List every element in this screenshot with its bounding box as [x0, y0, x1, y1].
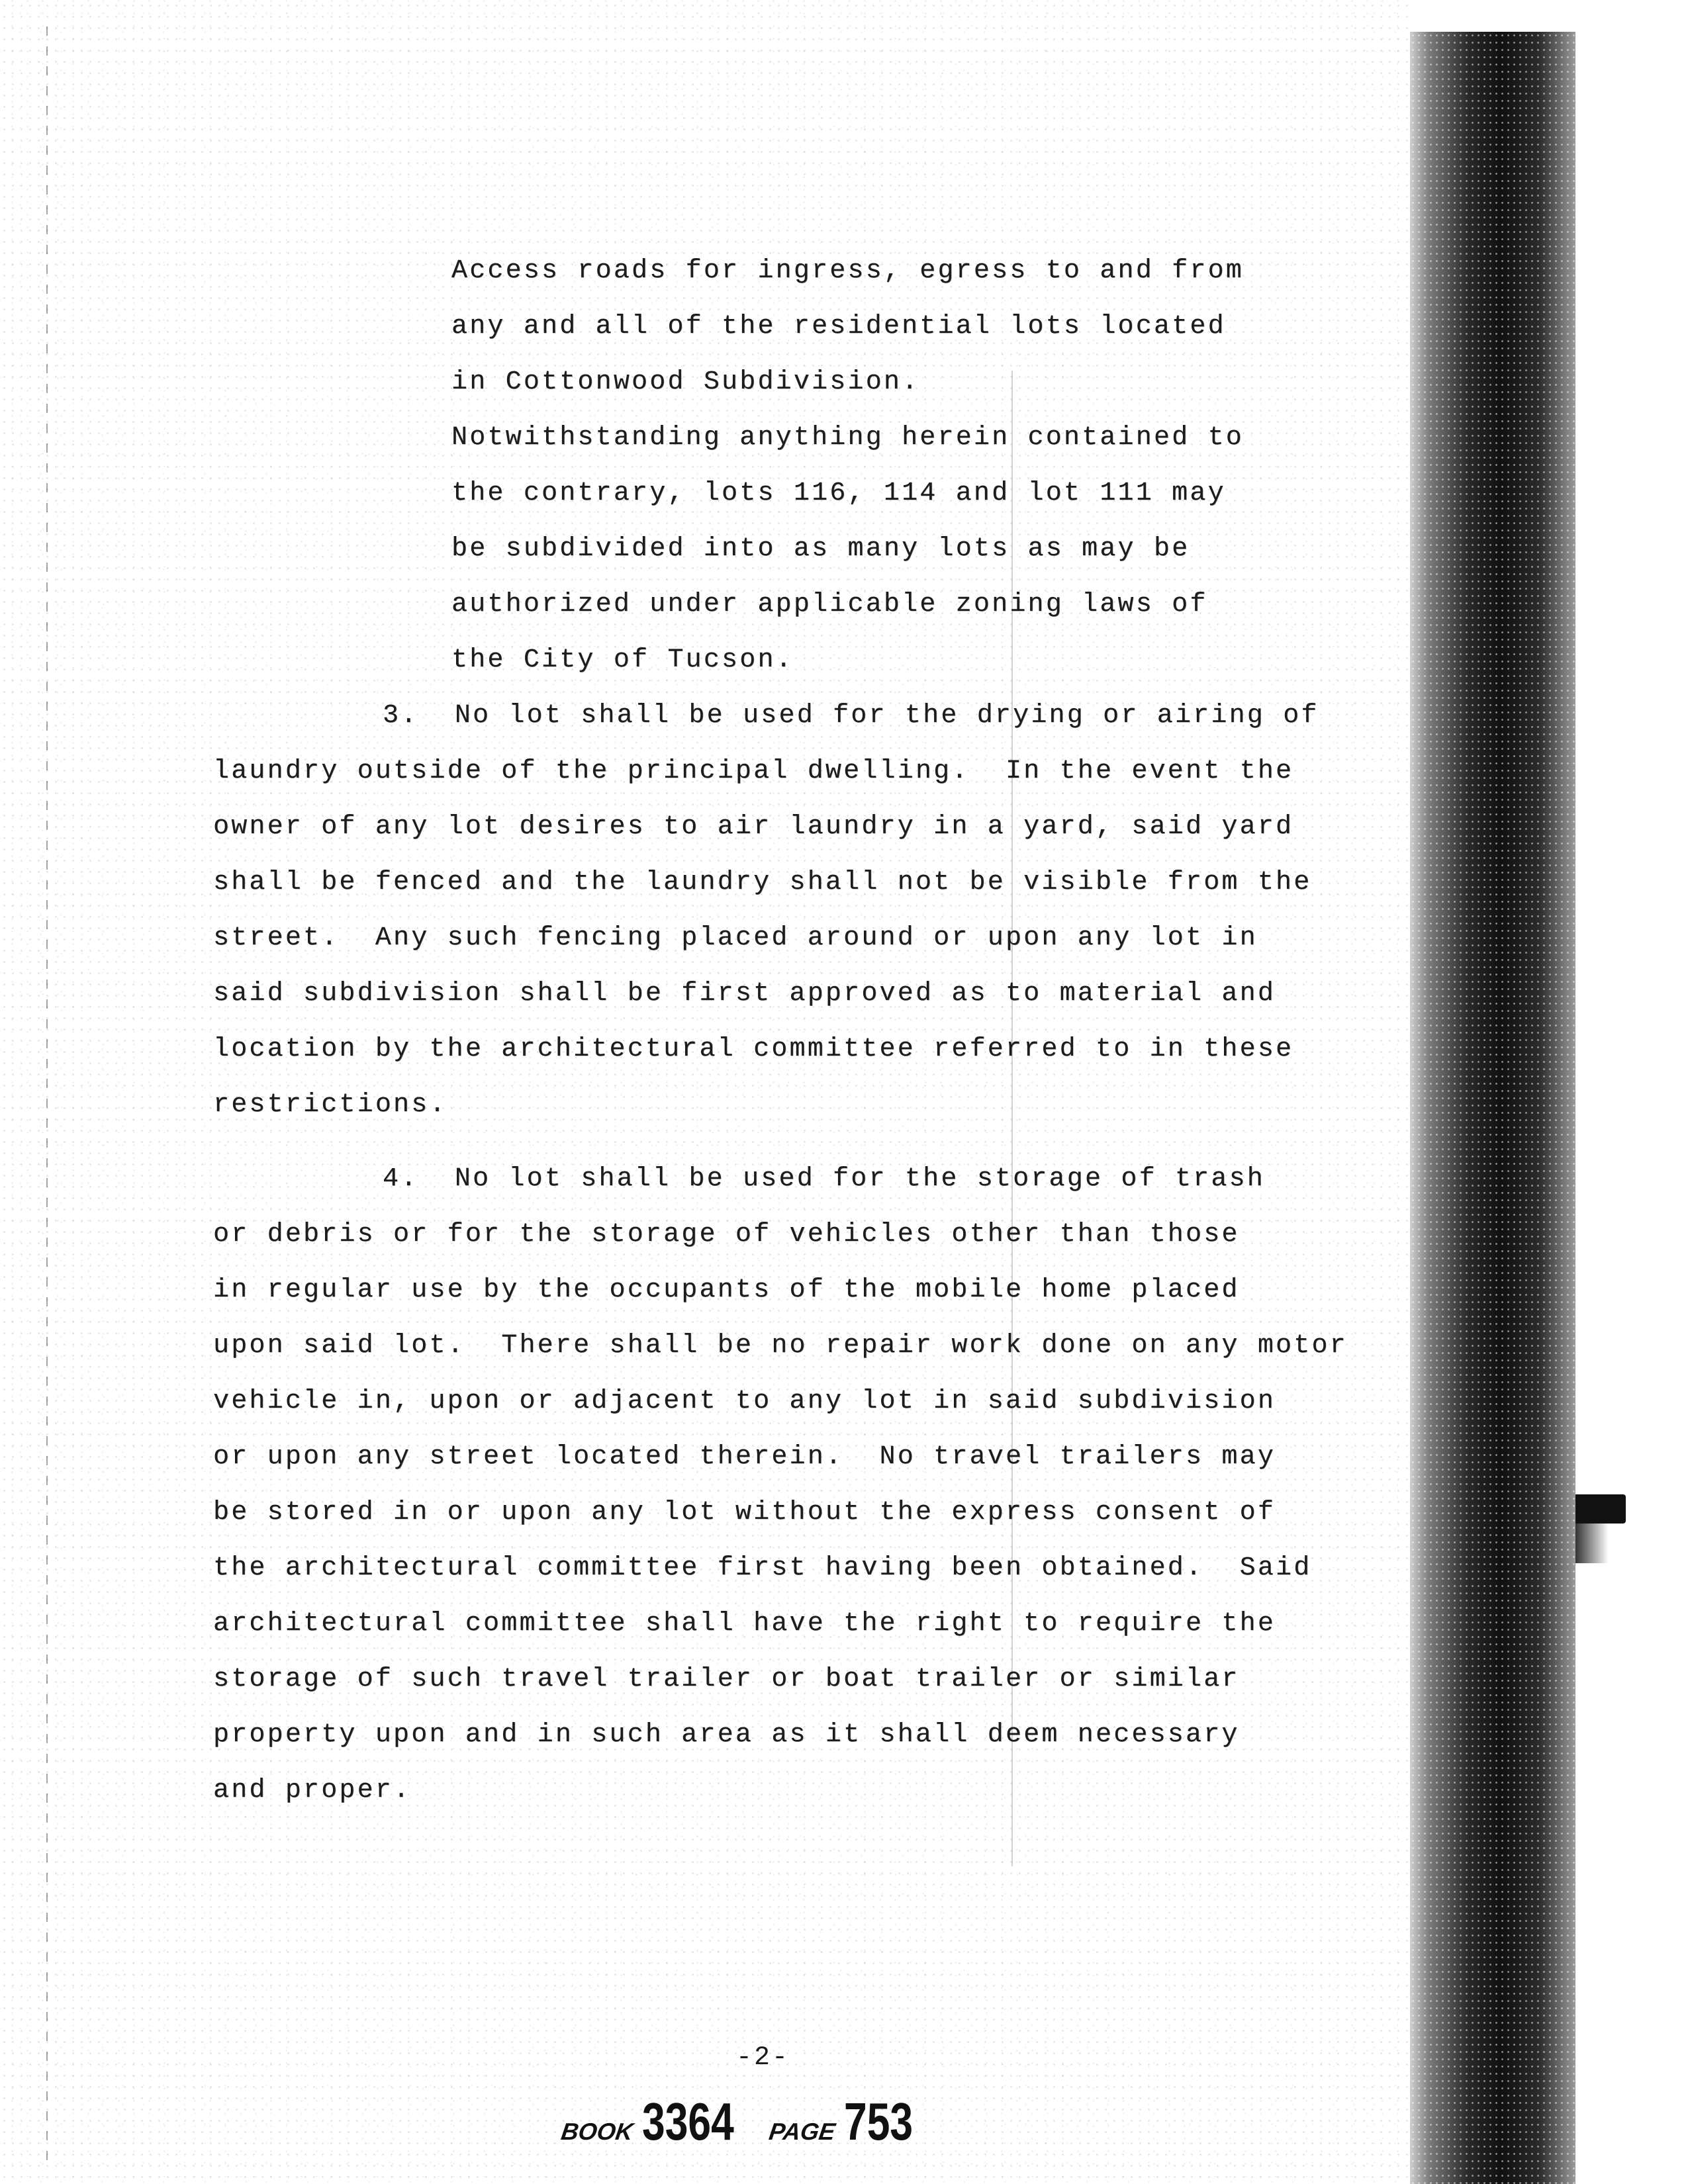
text-line: restrictions.: [213, 1090, 447, 1120]
binding-edge-strip: [1410, 32, 1575, 2184]
text-line: architectural committee shall have the right to require the: [213, 1609, 1276, 1639]
text-line: in Cottonwood Subdivision.: [451, 367, 920, 397]
text-line: be stored in or upon any lot without the express consent of: [213, 1498, 1276, 1527]
text-line: be subdivided into as many lots as may be: [451, 534, 1190, 564]
text-line: owner of any lot desires to air laundry in a yard, said yard: [213, 812, 1294, 842]
text-line: authorized under applicable zoning laws of: [451, 590, 1208, 619]
page-ref-number: 753: [844, 2092, 914, 2151]
text-line: street. Any such fencing placed around or upon any lot in: [213, 923, 1258, 953]
text-line: location by the architectural committee referred to in these: [213, 1034, 1294, 1064]
page-number: -2-: [736, 2043, 790, 2073]
text-line: the architectural committee first having been obtained. Said: [213, 1553, 1312, 1583]
left-margin-artifact: [46, 26, 48, 2171]
book-label: BOOK: [559, 2118, 635, 2145]
paragraph-4-first-line: 4. No lot shall be used for the storage of trash: [383, 1164, 1265, 1194]
text-line: or upon any street located therein. No travel trailers may: [213, 1442, 1276, 1472]
text-line: property upon and in such area as it shall deem necessary: [213, 1720, 1240, 1750]
text-line: laundry outside of the principal dwelling. In the event the: [213, 756, 1294, 786]
text-line: in regular use by the occupants of the mobile home placed: [213, 1275, 1240, 1305]
text-line: or debris or for the storage of vehicles other than those: [213, 1220, 1240, 1250]
text-line: the contrary, lots 116, 114 and lot 111 may: [451, 478, 1226, 508]
paragraph-3-first-line: 3. No lot shall be used for the drying or airing of: [383, 701, 1319, 731]
text-line: storage of such travel trailer or boat trailer or similar: [213, 1664, 1240, 1694]
text-line: and proper.: [213, 1776, 412, 1805]
text-line: upon said lot. There shall be no repair work done on any motor: [213, 1331, 1348, 1361]
binding-tab: [1575, 1494, 1626, 1524]
binding-tab-shadow: [1575, 1524, 1609, 1563]
text-line: Notwithstanding anything herein contained to: [451, 423, 1244, 453]
text-line: the City of Tucson.: [451, 645, 794, 675]
text-line: any and all of the residential lots located: [451, 312, 1226, 341]
text-line: Access roads for ingress, egress to and from: [451, 256, 1244, 286]
book-number: 3364: [642, 2092, 734, 2151]
page-label: PAGE: [767, 2118, 837, 2145]
text-line: vehicle in, upon or adjacent to any lot in said subdivision: [213, 1387, 1276, 1416]
text-line: shall be fenced and the laundry shall not be visible from the: [213, 868, 1312, 897]
recording-stamp: [561, 2091, 933, 2151]
text-line: said subdivision shall be first approved as to material and: [213, 979, 1276, 1009]
